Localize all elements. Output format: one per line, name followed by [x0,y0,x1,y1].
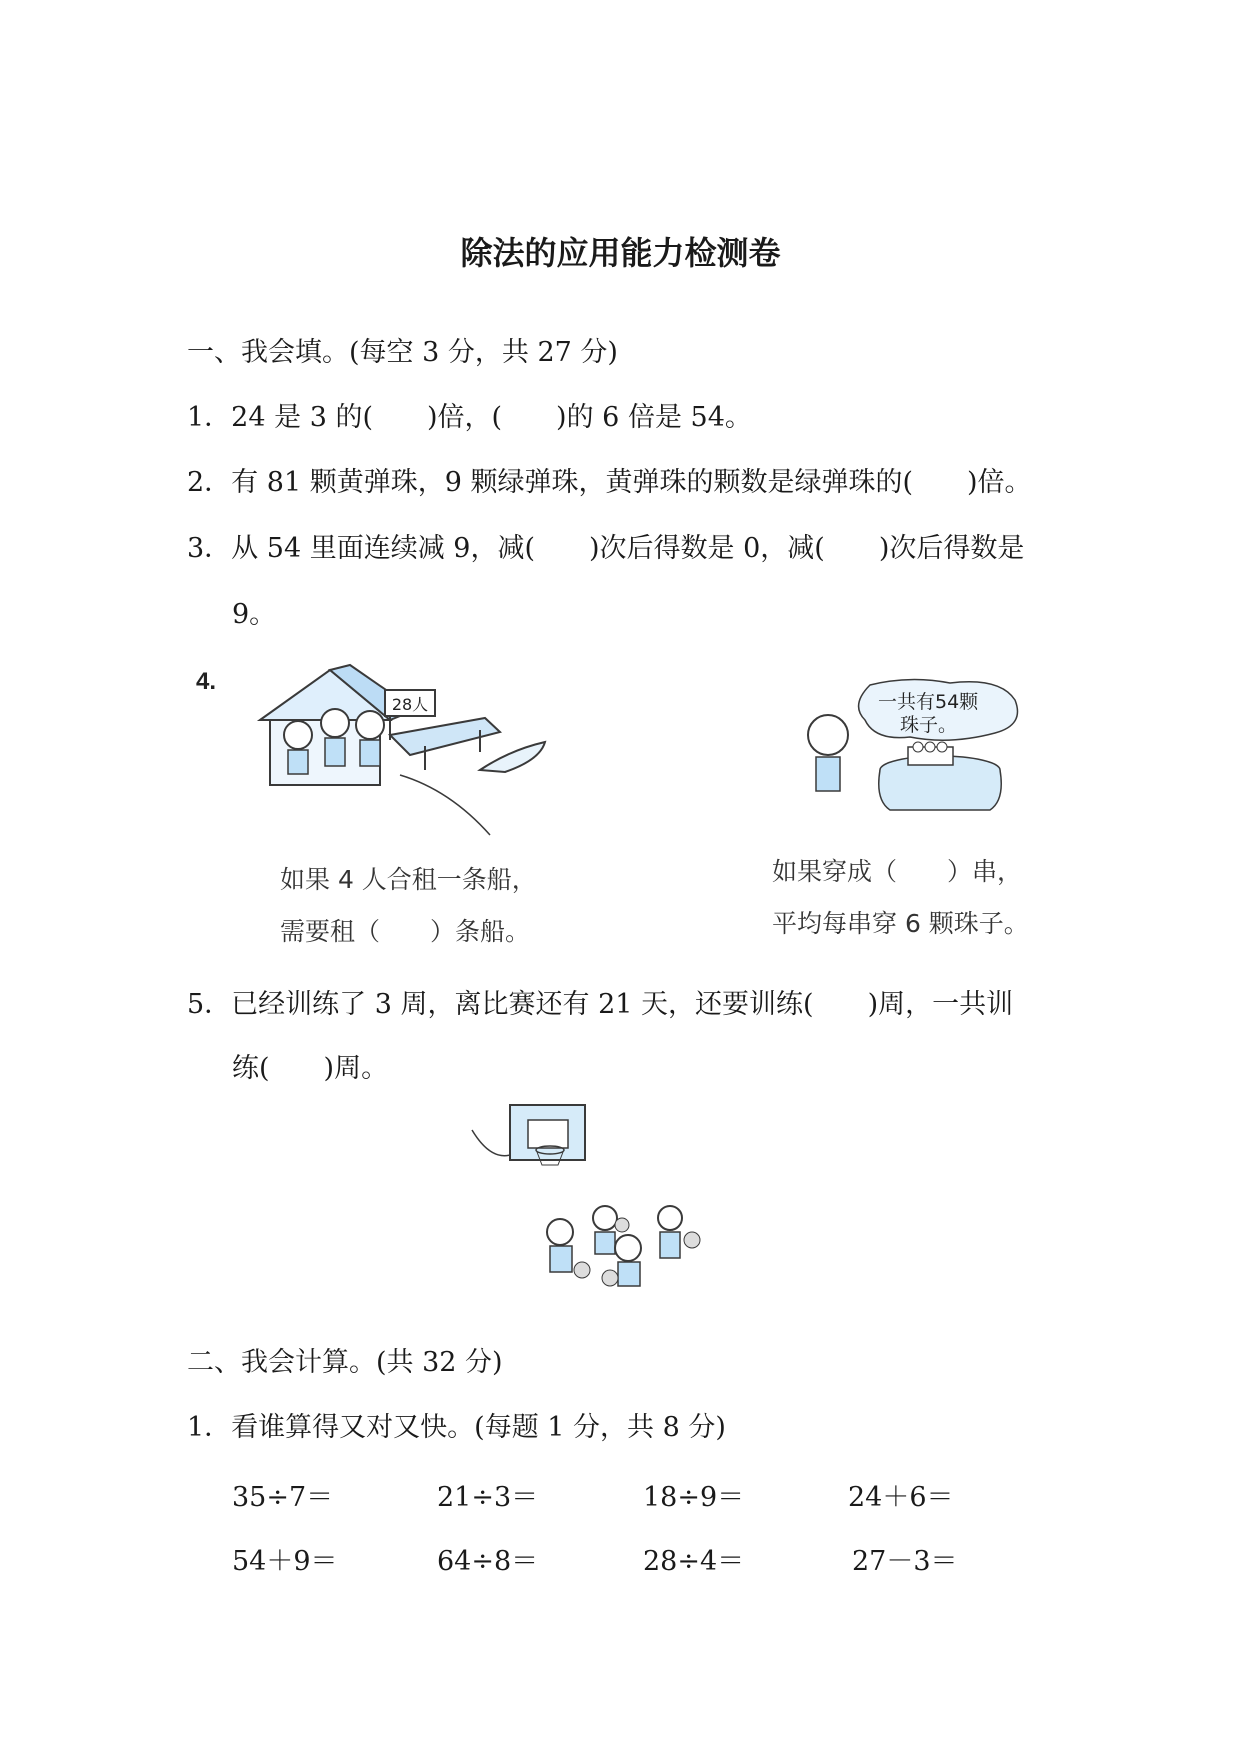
question-1-2: 2．有 81 颗黄弹珠，9 颗绿弹珠，黄弹珠的颗数是绿弹珠的( )倍。 [187,467,1032,498]
beads-illustration [790,675,1030,815]
boat-rental-illustration [250,660,560,840]
question-1-3-continued: 9。 [232,599,277,630]
question-4-right-line2: 平均每串穿 6 颗珠子。 [772,909,1029,938]
calc-item: 27－3＝ [852,1546,958,1577]
question-1-5-continued: 练( )周。 [232,1053,389,1084]
boat-sign: 28人 [391,695,429,714]
calc-item: 28÷4＝ [643,1546,745,1577]
question-4-left-line2: 需要租（ ）条船。 [280,917,531,946]
section-heading-2: 二、我会计算。(共 32 分) [187,1347,503,1378]
question-4-left-line1: 如果 4 人合租一条船， [280,865,537,894]
calc-item: 64÷8＝ [437,1546,539,1577]
question-1-5: 5．已经训练了 3 周，离比赛还有 21 天，还要训练( )周，一共训 [187,989,1014,1020]
section-heading-1: 一、我会填。(每空 3 分，共 27 分) [187,337,618,368]
calc-item: 18÷9＝ [643,1482,745,1513]
question-4-number: 4. [196,668,217,695]
question-2-1: 1．看谁算得又对又快。(每题 1 分，共 8 分) [187,1412,726,1443]
question-4-right-line1: 如果穿成（ ）串， [772,857,1023,886]
calc-item: 24＋6＝ [848,1482,954,1513]
speech-bubble-line2: 珠子。 [900,714,958,736]
calc-item: 21÷3＝ [437,1482,539,1513]
speech-bubble-line1: 一共有54颗 [878,691,979,713]
calc-item: 35÷7＝ [232,1482,334,1513]
page-title: 除法的应用能力检测卷 [460,234,781,272]
basketball-illustration [470,1100,760,1300]
question-1-3: 3．从 54 里面连续减 9，减( )次后得数是 0，减( )次后得数是 [187,533,1025,564]
question-1-1: 1．24 是 3 的( )倍，( )的 6 倍是 54。 [187,402,752,433]
calc-item: 54＋9＝ [232,1546,338,1577]
